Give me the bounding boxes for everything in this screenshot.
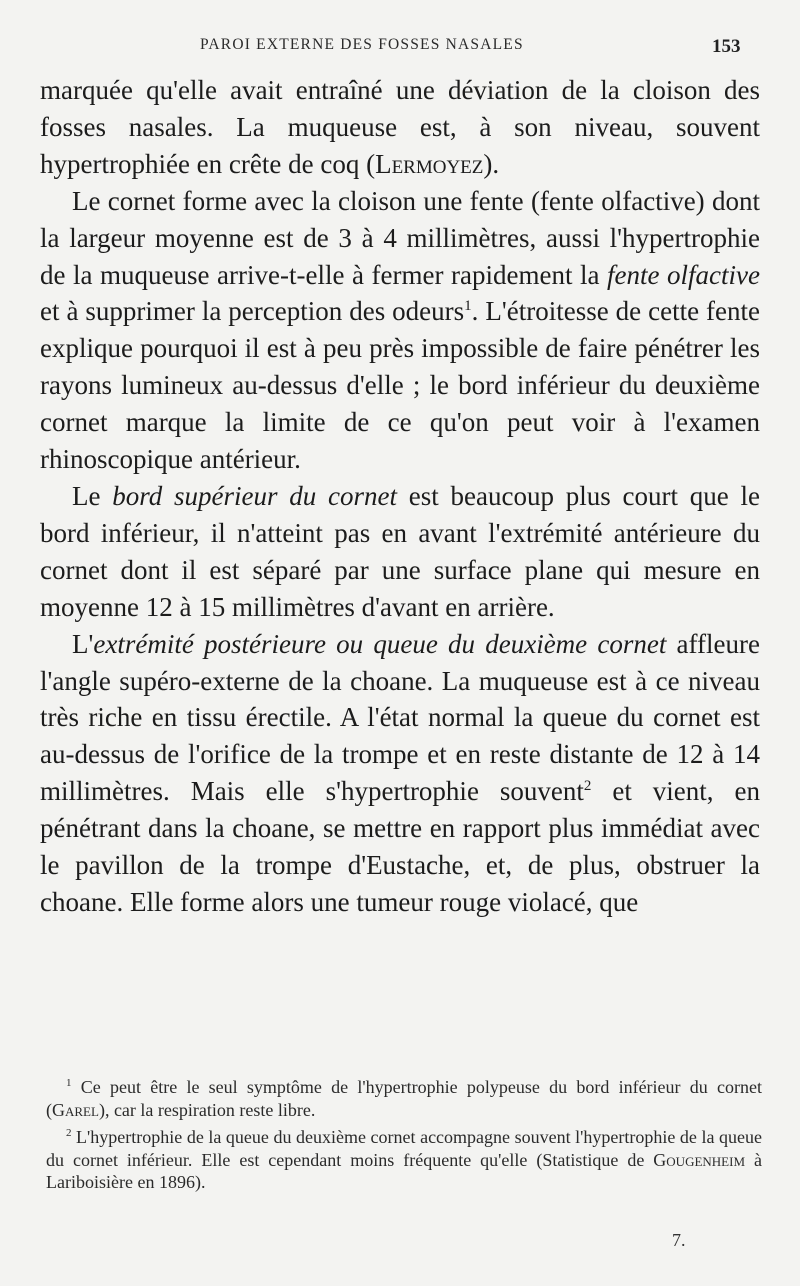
text-run: marquée qu'elle avait entraîné une déviation de la cloison des fosses nasales. La muqueuse est, à son niveau, souvent hypertrophiée en crête de coq (: [40, 75, 760, 179]
text-run: est beaucoup plus court que le bord inférieur, il n'atteint pas en avant l'extrémité antérieure du cornet dont il est séparé par une surface plane qui mesure en moyenne 12 à 15 millimètres d'avant en arrière.: [40, 480, 760, 622]
author-name: Garel: [52, 1099, 99, 1120]
paragraph-4: [40, 626, 760, 921]
footnote-marker: 2: [66, 1127, 72, 1139]
footnote-reference: 1: [464, 298, 472, 315]
text-run: affleure l'angle supéro-externe de la choane. La muqueuse est à ce niveau très riche en tissu érectile. A l'état normal la queue du cornet est au-dessus de l'orifice de la trompe et en reste distante de 12 à 14 millimètres. Mais elle s'hypertrophie souvent: [40, 628, 760, 807]
italic-term: fente olfactive: [607, 259, 760, 290]
paragraph-2: [40, 183, 760, 478]
paragraph-3: [40, 478, 760, 626]
text-run: L'hypertrophie de la queue du deuxième cornet accompagne souvent l'hypertrophie de la queue du cornet inférieur. Elle est cependant moins fréquente qu'elle (Statistique de: [46, 1127, 762, 1170]
text-run: . L'étroitesse de cette fente explique pourquoi il est à peu près impossible de faire pénétrer les rayons lumineux au-dessus d'elle ; le bord inférieur du deuxième cornet marque la limite de ce qu'on peut voir à l'examen rhinoscopique antérieur.: [40, 296, 760, 475]
running-title: PAROI EXTERNE DES FOSSES NASALES: [200, 36, 524, 53]
text-run: et vient, en pénétrant dans la choane, se mettre en rapport plus immédiat avec le pavillon de la trompe d'Eustache, et, de plus, obstruer la choane. Elle forme alors une tumeur rouge violacé, que: [40, 776, 760, 917]
footnote-2: [46, 1126, 762, 1194]
body-text: [40, 72, 760, 921]
paragraph-1: [40, 72, 760, 183]
italic-term: bord supérieur du cornet: [112, 480, 398, 511]
text-run: et à supprimer la perception des odeurs: [40, 296, 465, 327]
footnote-1: [46, 1076, 762, 1121]
text-run: Ce peut être le seul symptôme de l'hypertrophie polypeuse du bord inférieur du cornet (: [46, 1077, 762, 1120]
signature-mark: 7.: [672, 1230, 686, 1250]
italic-term: extrémité postérieure ou queue du deuxième cornet: [93, 628, 667, 659]
text-run: ).: [483, 148, 500, 179]
author-name: Gougenheim: [653, 1149, 746, 1170]
text-run: L': [72, 628, 94, 659]
footnote-marker: 1: [66, 1077, 72, 1089]
text-run: Le: [72, 480, 113, 511]
text-run: à Lariboisière en 1896).: [46, 1149, 762, 1192]
footnote-reference: 2: [583, 778, 592, 795]
text-run: ), car la respiration reste libre.: [98, 1099, 316, 1120]
text-run: Le cornet forme avec la cloison une fente (fente olfactive) dont la largeur moyenne est de 3 à 4 millimètres, aussi l'hypertrophie de la muqueuse arrive-t-elle à fermer rapidement la: [40, 185, 760, 290]
footnotes: [46, 1076, 762, 1199]
page-number: 153: [712, 36, 741, 57]
author-name: Lermoyez: [375, 148, 484, 179]
